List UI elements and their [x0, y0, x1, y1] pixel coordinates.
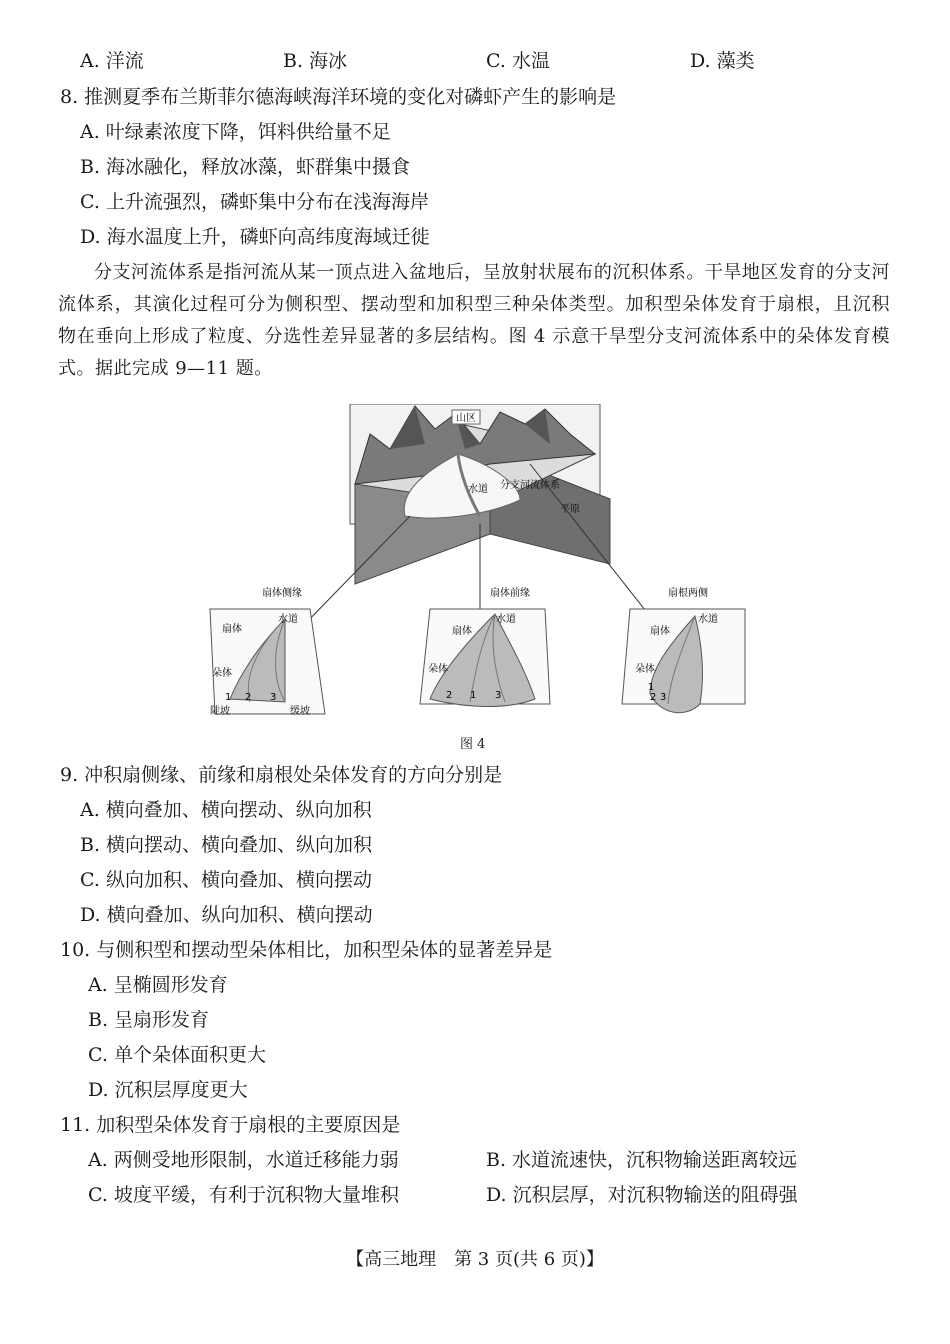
q10-stem: 10. 与侧积型和摆动型朵体相比，加积型朵体的显著差异是 — [60, 939, 553, 961]
panel2-title: 扇体前缘 — [490, 588, 530, 599]
panel2-lobe: 朵体 — [428, 664, 448, 675]
panel1-steep: 陡坡 — [210, 706, 230, 717]
panel3-title: 扇根两侧 — [668, 588, 708, 599]
figure-4 — [190, 404, 770, 744]
panel3-channel: 水道 — [698, 614, 718, 625]
panel3-num-2: 2 — [650, 692, 657, 703]
q10-option-d: D. 沉积层厚度更大 — [88, 1079, 248, 1101]
panel-fan-front — [420, 586, 550, 707]
panel3-lobe: 朵体 — [635, 664, 655, 675]
label-system: 分支河流体系 — [500, 480, 560, 491]
panel2-num-2: 2 — [446, 690, 453, 701]
panel1-num-3: 3 — [270, 692, 277, 703]
q8-option-d: D. 海水温度上升，磷虾向高纬度海域迁徙 — [80, 226, 430, 248]
panel-fan-side — [210, 586, 325, 717]
panel1-num-2: 2 — [245, 692, 252, 703]
q7-option-a: A. 洋流 — [80, 50, 144, 72]
q8-option-a: A. 叶绿素浓度下降，饵料供给量不足 — [80, 121, 391, 143]
q11-stem: 11. 加积型朵体发育于扇根的主要原因是 — [60, 1114, 401, 1136]
q7-option-c: C. 水温 — [486, 50, 550, 72]
q9-option-c: C. 纵向加积、横向叠加、横向摆动 — [80, 869, 372, 891]
panel1-num-1: 1 — [225, 692, 232, 703]
panel2-fan: 扇体 — [452, 626, 472, 637]
label-plain: 平原 — [560, 504, 580, 515]
panel1-lobe: 朵体 — [212, 668, 232, 679]
q11-option-a: A. 两侧受地形限制，水道迁移能力弱 — [88, 1149, 399, 1171]
q7-option-d: D. 藻类 — [690, 50, 755, 72]
panel2-channel: 水道 — [496, 614, 516, 625]
q8-stem: 8. 推测夏季布兰斯菲尔德海峡海洋环境的变化对磷虾产生的影响是 — [60, 86, 617, 108]
q10-option-b: B. 呈扇形发育 — [88, 1009, 210, 1031]
q8-option-c: C. 上升流强烈，磷虾集中分布在浅海海岸 — [80, 191, 429, 213]
panel1-fan: 扇体 — [222, 624, 242, 635]
q11-option-b: B. 水道流速快，沉积物输送距离较远 — [486, 1149, 798, 1171]
q9-stem: 9. 冲积扇侧缘、前缘和扇根处朵体发育的方向分别是 — [60, 764, 503, 786]
panel3-num-1: 1 — [648, 682, 655, 693]
panel-fan-root — [622, 586, 745, 713]
q9-option-a: A. 横向叠加、横向摆动、纵向加积 — [80, 799, 372, 821]
panel1-channel: 水道 — [278, 614, 298, 625]
label-channel: 水道 — [468, 484, 488, 495]
page-footer: 【高三地理 第 3 页(共 6 页)】 — [346, 1249, 604, 1270]
q11-option-d: D. 沉积层厚，对沉积物输送的阻碍强 — [486, 1184, 798, 1206]
label-mountain: 山区 — [456, 413, 476, 424]
q10-option-a: A. 呈椭圆形发育 — [88, 974, 228, 996]
panel2-num-3: 3 — [495, 690, 502, 701]
panel1-gentle: 缓坡 — [290, 706, 310, 717]
q11-option-c: C. 坡度平缓，有利于沉积物大量堆积 — [88, 1184, 399, 1206]
passage: 分支河流体系是指河流从某一顶点进入盆地后，呈放射状展布的沉积体系。干旱地区发育的分支河流体系，其演化过程可分为侧积型、摆动型和加积型三种朵体类型。加积型朵体发育于扇根，且沉积物在垂向上形成了粒度、分选性差异显著的多层结构。图 4 示意干旱型分支河流体系中的朵体发育模式。据此完成 9—11 题。 — [58, 262, 890, 379]
panel2-num-1: 1 — [470, 690, 477, 701]
panel3-num-3: 3 — [660, 692, 667, 703]
q9-option-b: B. 横向摆动、横向叠加、纵向加积 — [80, 834, 373, 856]
panel3-fan: 扇体 — [650, 626, 670, 637]
figure-caption: 图 4 — [460, 737, 486, 752]
q10-option-c: C. 单个朵体面积更大 — [88, 1044, 266, 1066]
q8-option-b: B. 海冰融化，释放冰藻，虾群集中摄食 — [80, 156, 411, 178]
q7-option-b: B. 海冰 — [283, 50, 348, 72]
q9-option-d: D. 横向叠加、纵向加积、横向摆动 — [80, 904, 373, 926]
panel1-title: 扇体侧缘 — [262, 588, 302, 599]
